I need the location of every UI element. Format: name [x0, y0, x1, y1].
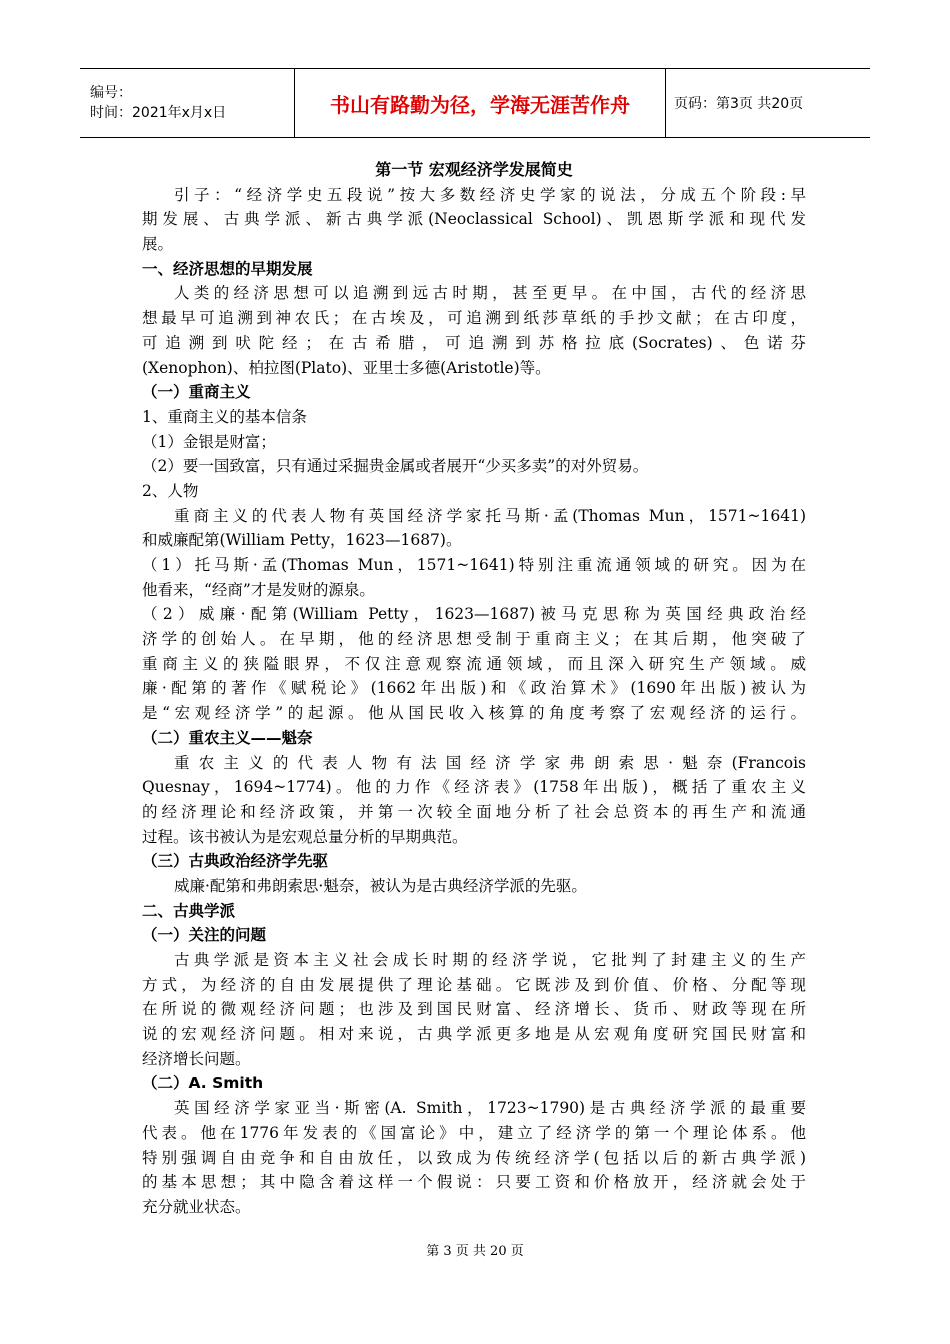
- text-line: 特别强调自由竞争和自由放任，以致成为传统经济学(包括以后的新古典学派): [142, 1148, 806, 1167]
- text-line: 期发展、古典学派、新古典学派(Neoclassical School)、凯恩斯学派和现代发: [142, 210, 806, 229]
- text-line: 想最早可追溯到神农氏；在古埃及，可追溯到纸莎草纸的手抄文献；在古印度，: [142, 309, 806, 328]
- header-motto: 书山有路勤为径，学海无涯苦作舟: [294, 69, 666, 137]
- text-line: （2）威廉·配第(William Petty，1623—1687)被马克思称为英国经典政治经: [142, 605, 806, 624]
- text-line: 重农主义的代表人物有法国经济学家弗朗索思·魁奈(Francois: [174, 753, 806, 772]
- document-body: [142, 158, 806, 1220]
- text-line: 说的宏观经济问题。相对来说，古典学派更多地是从宏观角度研究国民财富和: [142, 1025, 806, 1044]
- text-line: 过程。该书被认为是宏观总量分析的早期典范。: [142, 827, 468, 846]
- time-label: 时间：2021年x月x日: [90, 105, 227, 121]
- page-header: [80, 68, 870, 138]
- text-line: 的经济理论和经济政策，并第一次较全面地分析了社会总资本的再生产和流通: [142, 802, 806, 821]
- text-line: 2、人物: [142, 481, 199, 500]
- text-line: (Xenophon)、柏拉图(Plato)、亚里士多德(Aristotle)等。: [142, 358, 551, 377]
- text-line: Quesnay，1694~1774)。他的力作《经济表》(1758年出版)，概括了重农主义: [142, 778, 806, 797]
- heading-2: （一）关注的问题: [142, 926, 267, 945]
- text-line: 廉·配第的著作《赋税论》(1662年出版)和《政治算术》(1690年出版)被认为: [142, 679, 806, 698]
- heading-2: （三）古典政治经济学先驱: [142, 852, 329, 871]
- text-line: 他看来，“经商”才是发财的源泉。: [142, 580, 375, 599]
- text-line: 在所说的微观经济问题；也涉及到国民财富、经济增长、货币、财政等现在所: [142, 1000, 806, 1019]
- page-footer: 第 3 页 共 20 页: [426, 1244, 524, 1259]
- text-line: 方式，为经济的自由发展提供了理论基础。它既涉及到价值、价格、分配等现: [142, 975, 806, 994]
- text-line: 重商主义的狭隘眼界，不仅注意观察流通领域，而且深入研究生产领域。威: [142, 654, 806, 673]
- heading-1: 一、经济思想的早期发展: [142, 259, 313, 278]
- text-line: 1、重商主义的基本信条: [142, 407, 307, 426]
- text-line: 和威廉配第(William Petty，1623—1687)。: [142, 531, 462, 550]
- text-line: 展。: [142, 235, 174, 254]
- text-line: 引子：“经济学史五段说”按大多数经济史学家的说法，分成五个阶段:早: [174, 185, 806, 204]
- text-line: 威廉·配第和弗朗索思·魁奈，被认为是古典经济学派的先驱。: [174, 876, 587, 895]
- text-line: 充分就业状态。: [142, 1197, 251, 1216]
- text-line: 代表。他在1776年发表的《国富论》中，建立了经济学的第一个理论体系。他: [142, 1123, 806, 1142]
- heading-2: （二）A. Smith: [142, 1074, 264, 1093]
- text-line: 是“宏观经济学”的起源。他从国民收入核算的角度考察了宏观经济的运行。: [142, 704, 806, 723]
- section-title: 第一节 宏观经济学发展简史: [375, 160, 573, 179]
- text-line: 济学的创始人。在早期，他的经济思想受制于重商主义；在其后期，他突破了: [142, 630, 806, 649]
- text-line: 古典学派是资本主义社会成长时期的经济学说，它批判了封建主义的生产: [174, 951, 806, 969]
- text-line: 重商主义的代表人物有英国经济学家托马斯·孟(Thomas Mun，1571~1641): [174, 506, 806, 525]
- header-page-label: 页码：第3页 共20页: [674, 96, 804, 112]
- heading-2: （一）重商主义: [142, 383, 251, 402]
- text-line: 英国经济学家亚当·斯密(A. Smith，1723~1790)是古典经济学派的最重要: [174, 1099, 806, 1118]
- header-meta: [80, 69, 294, 137]
- text-line: （2）要一国致富，只有通过采掘贵金属或者展开“少买多卖”的对外贸易。: [142, 457, 649, 476]
- text-line: 可追溯到吠陀经；在古希腊，可追溯到苏格拉底(Socrates)、色诺芬: [142, 333, 806, 352]
- heading-1: 二、古典学派: [142, 901, 236, 920]
- text-line: 人类的经济思想可以追溯到远古时期，甚至更早。在中国，古代的经济思: [174, 284, 806, 303]
- number-label: 编号：: [90, 85, 132, 101]
- text-line: 的基本思想；其中隐含着这样一个假说：只要工资和价格放开，经济就会处于: [142, 1173, 806, 1192]
- text-line: 经济增长问题。: [142, 1049, 251, 1068]
- text-line: （1）托马斯·孟(Thomas Mun，1571~1641)特别注重流通领域的研究。因为在: [142, 556, 806, 574]
- text-line: （1）金银是财富；: [142, 432, 276, 451]
- heading-2: （二）重农主义——魁奈: [142, 728, 313, 747]
